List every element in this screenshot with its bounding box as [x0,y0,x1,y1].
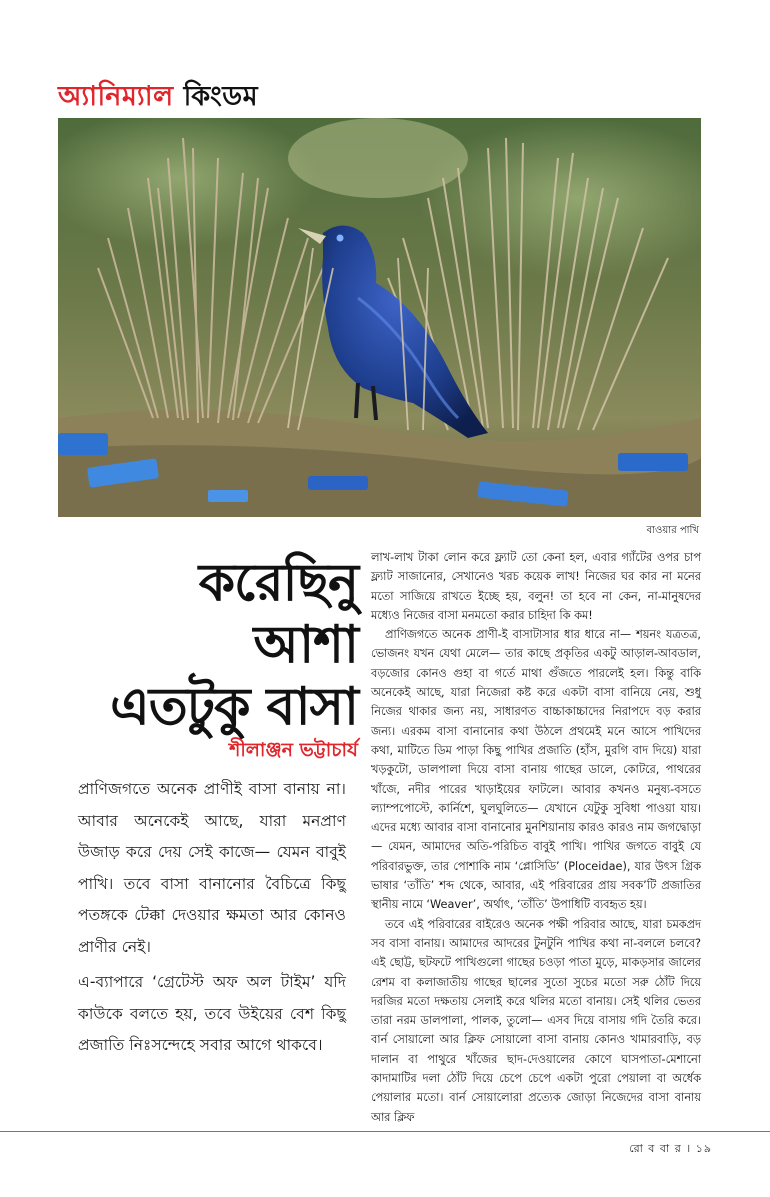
headline-line-3: এতটুকু বাসা [110,677,358,737]
headline-line-2: আশা [253,615,358,675]
author-byline: শীলাঞ্জন ভট্টাচার্য [229,739,358,761]
intro-text [78,774,346,1066]
article-headline [58,552,358,738]
photo-caption: বাওয়ার পাখি [646,525,699,536]
headline-line-1: করেছিনু [198,553,358,613]
intro-paragraph-1: প্রাণিজগতে অনেক প্রাণীই বাসা বানায় না। আবার অনেকেই আছে, যারা মনপ্রাণ উজাড় করে দেয় সেই কাজে— যেমন বাবুই পাখি। তবে বাসা বানানোর বৈচিত্রে কিছু পতঙ্গকে টেক্কা দেওয়ার ক্ষমতা আর কোনও প্রাণীর নেই। [78,780,346,956]
section-heading-part1: অ্যানিম্যাল [58,81,174,112]
section-heading-part2: কিংডম [183,81,259,112]
body-paragraph-1: লাখ-লাখ টাকা লোন করে ফ্ল্যাট তো কেনা হল, এবার গ্যাঁটের ওপর চাপ ফ্ল্যাট সাজানোর, সেখানেও খরচ কয়েক লাখ! নিজের ঘর কার না মনের মতো সাজিয়ে রাখতে ইচ্ছে হয়, বলুন! তা হবে না কেন, না-মানুষদের মধ্যেও নিজের বাসা মনমতো করার চাহিদা কি কম! [371,551,701,622]
intro-paragraph-2: এ-ব্যাপারে ‘গ্রেটেস্ট অফ অল টাইম’ যদি কাউকে বলতে হয়, তবে উইয়ের বেশ কিছু প্রজাতি নিঃসন্দেহে সবার আগে থাকবে। [78,973,346,1054]
body-paragraph-2: প্রাণিজগতে অনেক প্রাণী-ই বাসাটাসার ধার ধারে না— শয়নং যত্রতত্র, ভোজনং যখন যেথা মেলে— তার কাছে প্রকৃতির একটু আড়াল-আবডাল, বড়জোর কোনও গুহা বা গর্তে মাথা গুঁজতে পারলেই হল। কিন্তু বাকি অনেকেই আছে, যারা নিজেরা কষ্ট করে একটা বাসা বানিয়ে নেয়, শুধু নিজের থাকার জন্য নয়, সাধারণত বাচ্চাকাচ্চাদের নিরাপদে বড় করার জন্য। এরকম বাসা বানানোর কথা উঠলে প্রথমেই মনে আসে পাখিদের কথা, মাটিতে ডিম পাড়া কিছু পাখির প্রজাতি (হাঁস, মুরগি বাদ দিয়ে) যারা খড়কুটো, ডালপালা দিয়ে বাসা বানায় গাছের ডালে, কোটরে, পাথরের খাঁজে, নদীর পারের খাড়াইয়ের ফাটলে। আবার কখনও মনুষ্য-বসতে ল্যাম্পপোস্টে, কার্নিশে, ঘুলঘুলিতে— যেখানে যেটুকু সুবিধা পাওয়া যায়। এদের মধ্যে আবার বাসা বানানোর মুনশিয়ানায় কারও কারও নাম জগদ্বোড়া— যেমন, আমাদের অতি-পরিচিত বাবুই পাখি। পাখির জগতে বাবুই যে পরিবারভুক্ত, তার পোশাকি নাম ‘প্লোসিডি’ (Ploceidae), যার উৎস গ্রিক ভাষার ‘তাঁতি’ শব্দ থেকে, আবার, এই পরিবারের প্রায় সবক’টি প্রজাতির স্থানীয় নামে ‘Weaver’, অর্থাৎ, ‘তাঁতি’ উপাধিটি ব্যবহৃত হয়। [371,628,701,912]
article-body [371,548,701,1127]
body-paragraph-3: তবে এই পরিবারের বাইরেও অনেক পক্ষী পরিবার আছে, যারা চমকপ্রদ সব বাসা বানায়। আমাদের আদরের টুনটুনি পাখির কথা না-বললে চলবে? এই ছোট্ট, ছটফটে পাখিগুলো গাছের চওড়া পাতা মুড়ে, মাকড়সার জালের রেশম বা কলাজাতীয় গাছের ছালের সুতো সুচের মতো সরু ঠোঁট দিয়ে দরজির মতো দক্ষতায় সেলাই করে থলির মতো বানায়। সেই থলির ভেতর তারা নরম ডালপালা, পালক, তুলো— এসব দিয়ে বাসায় গদি তৈরি করে। বার্ন সোয়ালো আর ক্লিফ সোয়ালো বাসা বানায় কোনও খামারবাড়ি, বড় দালান বা পাথুরে খাঁজের ছাদ-দেওয়ালের কোণে ঘাসপাতা-মেশানো কাদামাটির দলা ঠোঁট দিয়ে চেপে চেপে একটা পুরো পেয়ালা বা অর্ধেক পেয়ালার মতো। বার্ন সোয়ালোরা প্রত্যেক জোড়া নিজেদের বাসা বানায় আর ক্লিফ [371,917,701,1124]
section-heading [58,76,258,121]
footer-divider [0,1131,770,1132]
bowerbird-photo [58,118,701,517]
page-folio: রো ব বা র । ১৯ [629,1142,712,1155]
